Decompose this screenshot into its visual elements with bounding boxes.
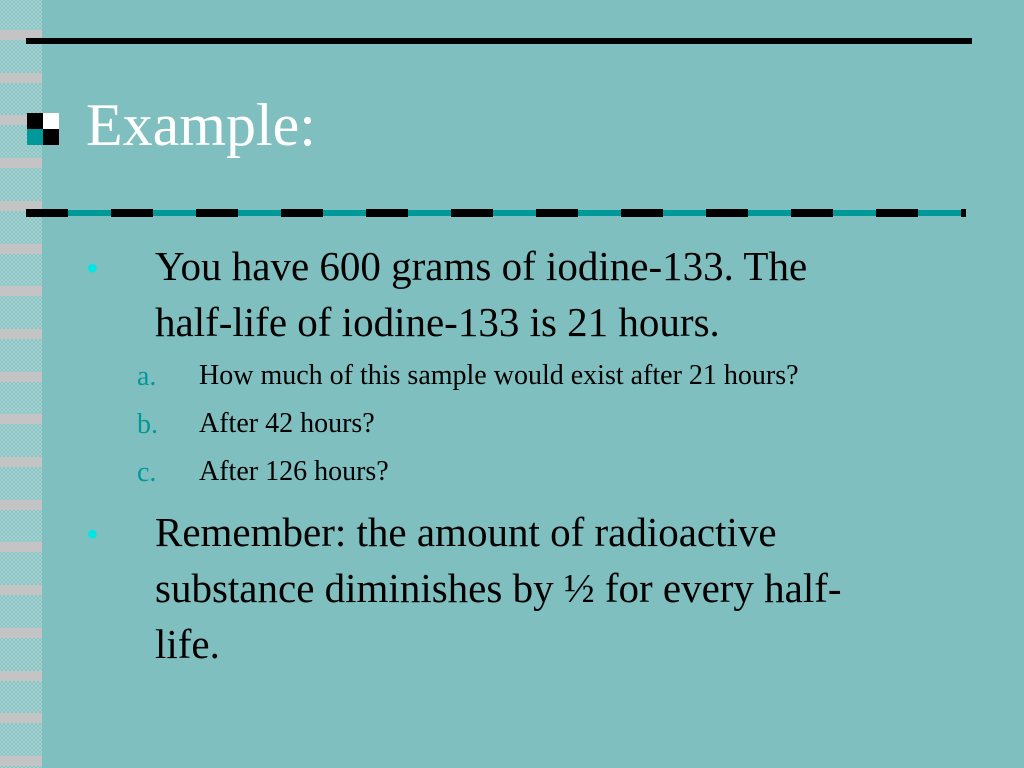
strip-band [0,244,42,254]
bullet-2-line-3: life. [155,621,220,667]
checkered-square-icon [27,113,59,145]
divider-segment-dark [876,209,918,217]
divider-segment-dark [366,209,408,217]
divider-segment-dark [451,209,493,217]
divider-segment-accent [153,210,196,216]
divider-segment-accent [323,210,366,216]
slide-title: Example: [86,92,316,158]
divider-segment-dark [26,209,68,217]
divider-segment-accent [68,210,111,216]
strip-band [0,286,42,296]
divider-segment-dark [706,209,748,217]
strip-band [0,756,42,766]
strip-band [0,542,42,552]
strip-band [0,500,42,510]
strip-band [0,585,42,595]
dashed-divider [26,209,966,217]
strip-band [0,414,42,424]
sub-item-b-marker: b. [137,409,158,440]
top-rule [26,38,972,44]
bullet-2-line-2: substance diminishes by ½ for every half- [155,565,842,611]
strip-band [0,457,42,467]
strip-band [0,372,42,382]
bullet-2-line-1: Remember: the amount of radioactive [155,509,777,555]
strip-band [0,713,42,723]
strip-band [0,329,42,339]
divider-segment-dark [536,209,578,217]
sub-item-a-marker: a. [137,361,157,392]
strip-band [0,671,42,681]
divider-segment-dark [791,209,833,217]
divider-segment-accent [918,210,961,216]
divider-segment-accent [408,210,451,216]
divider-segment-accent [238,210,281,216]
sub-item-c-marker: c. [137,457,157,488]
divider-segment-dark [196,209,238,217]
strip-band [0,628,42,638]
bullet-2-text [155,504,842,672]
strip-band [0,73,42,83]
divider-segment-dark [281,209,323,217]
divider-segment-accent [663,210,706,216]
sub-item-b-text: After 42 hours? [199,408,375,439]
divider-segment-accent [833,210,876,216]
divider-segment-dark [621,209,663,217]
dot-bullet-icon: • [86,248,99,288]
dot-bullet-icon: • [86,514,99,554]
sub-item-a-text: How much of this sample would exist after 21 hours? [199,360,799,391]
bullet-1-line-1: You have 600 grams of iodine-133. The [155,243,808,289]
divider-segment-accent [578,210,621,216]
divider-segment-accent [493,210,536,216]
bullet-1-line-2: half-life of iodine-133 is 21 hours. [155,299,720,345]
sub-item-c-text: After 126 hours? [199,456,389,487]
strip-band [0,158,42,168]
bullet-1-text [155,238,807,350]
divider-segment-dark [111,209,153,217]
divider-segment-dark [961,209,966,217]
divider-segment-accent [748,210,791,216]
